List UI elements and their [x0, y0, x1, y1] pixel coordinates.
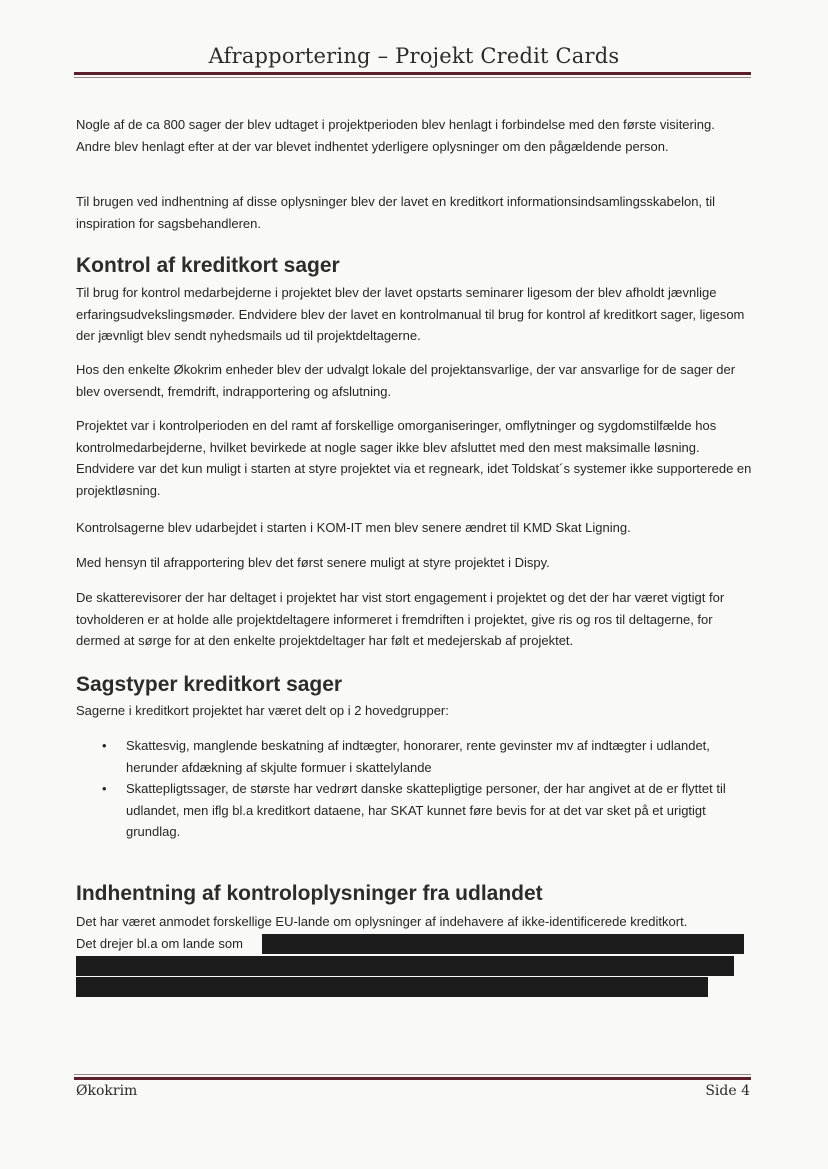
section-heading-sagstyper: Sagstyper kreditkort sager	[76, 673, 343, 696]
kontrol-paragraph-5: Med hensyn til afrapportering blev det først senere muligt at styre projektet i Dispy.	[76, 555, 550, 570]
kontrol-paragraph-2: Hos den enkelte Økokrim enheder blev der udvalgt lokale del projektansvarlige, der var ansvarlige for de sager der blev oversendt, fremdrift, indrapportering og afslutning.	[76, 362, 736, 399]
kontrol-paragraph-4: Kontrolsagerne blev udarbejdet i starten i KOM-IT men blev senere ændret til KMD Skat Ligning.	[76, 520, 631, 535]
kontrol-paragraph-3: Projektet var i kontrolperioden en del ramt af forskellige omorganiseringer, omflytninger og sygdomstilfælde hos kontrolmedarbejderne, hvilket bevirkede at nogle sager ikke blev afsluttet med den mest maksimalle løsning. Endvidere var det kun muligt i starten at styre projektet via et regneark, idet Toldskat´s systemer ikke supporterede en projektløsning.	[76, 418, 752, 498]
bullet-text: Skattesvig, manglende beskatning af indtægter, honorarer, rente gevinster mv af indtægter i udlandet, herunder afdækning af skjulte formuer i skattelylande	[126, 738, 710, 775]
indhentning-line-1: Det har været anmodet forskellige EU-lande om oplysninger af indehavere af ikke-identificerede kreditkort.	[76, 914, 688, 929]
list-item	[76, 778, 752, 843]
kontrol-paragraph-1: Til brug for kontrol medarbejderne i projektet blev der lavet opstarts seminarer ligesom der blev afholdt jævnlige erfaringsudvekslingsmøder. Endvidere blev der lavet en kontrolmanual til brug for kontrol af kreditkort sager, ligesom der jævnligt blev sendt nyhedsmails ud til projektdeltagerne.	[76, 285, 745, 343]
bullet-icon: •	[102, 781, 107, 796]
sagstyper-intro: Sagerne i kreditkort projektet har været delt op i 2 hovedgrupper:	[76, 703, 449, 718]
sagstyper-bullet-list	[76, 735, 752, 843]
redaction-bar	[76, 977, 708, 997]
redaction-bar	[262, 934, 744, 954]
list-item	[76, 735, 752, 778]
indhentning-line-2: Det drejer bl.a om lande som	[76, 936, 243, 951]
header-rule	[74, 72, 751, 75]
footer-organization: Økokrim	[76, 1083, 138, 1099]
footer-rule	[74, 1077, 751, 1080]
footer-page-number: Side 4	[705, 1083, 750, 1099]
section-heading-kontrol: Kontrol af kreditkort sager	[76, 254, 340, 277]
redaction-bar	[76, 956, 734, 976]
bullet-text: Skattepligtssager, de største har vedrørt danske skattepligtige personer, der har angivet at de er flyttet til udlandet, men iflg bl.a kreditkort dataene, har SKAT kunnet føre bevis for at det var sket på et urigtigt grundlag.	[126, 781, 726, 839]
bullet-icon: •	[102, 738, 107, 753]
section-heading-indhentning: Indhentning af kontroloplysninger fra udlandet	[76, 882, 543, 905]
intro-paragraph-2: Til brugen ved indhentning af disse oplysninger blev der lavet en kreditkort informationsindsamlingsskabelon, til inspiration for sagsbehandleren.	[76, 194, 716, 231]
header-rule-thin	[74, 77, 751, 78]
page-header-title: Afrapportering – Projekt Credit Cards	[208, 44, 620, 68]
footer-rule-thin	[74, 1074, 751, 1075]
kontrol-paragraph-6: De skatterevisorer der har deltaget i projektet har vist stort engagement i projektet og det der har været vigtigt for tovholderen er at holde alle projektdeltagere informeret i fremdriften i projektet, give ris og ros til deltagerne, for dermed at sørge for at den enkelte projektdeltager har følt et medejerskab af projektet.	[76, 590, 725, 648]
intro-paragraph-1: Nogle af de ca 800 sager der blev udtaget i projektperioden blev henlagt i forbindelse med den første visitering. Andre blev henlagt efter at der var blevet indhentet yderligere oplysninger om den pågældende person.	[76, 117, 715, 154]
